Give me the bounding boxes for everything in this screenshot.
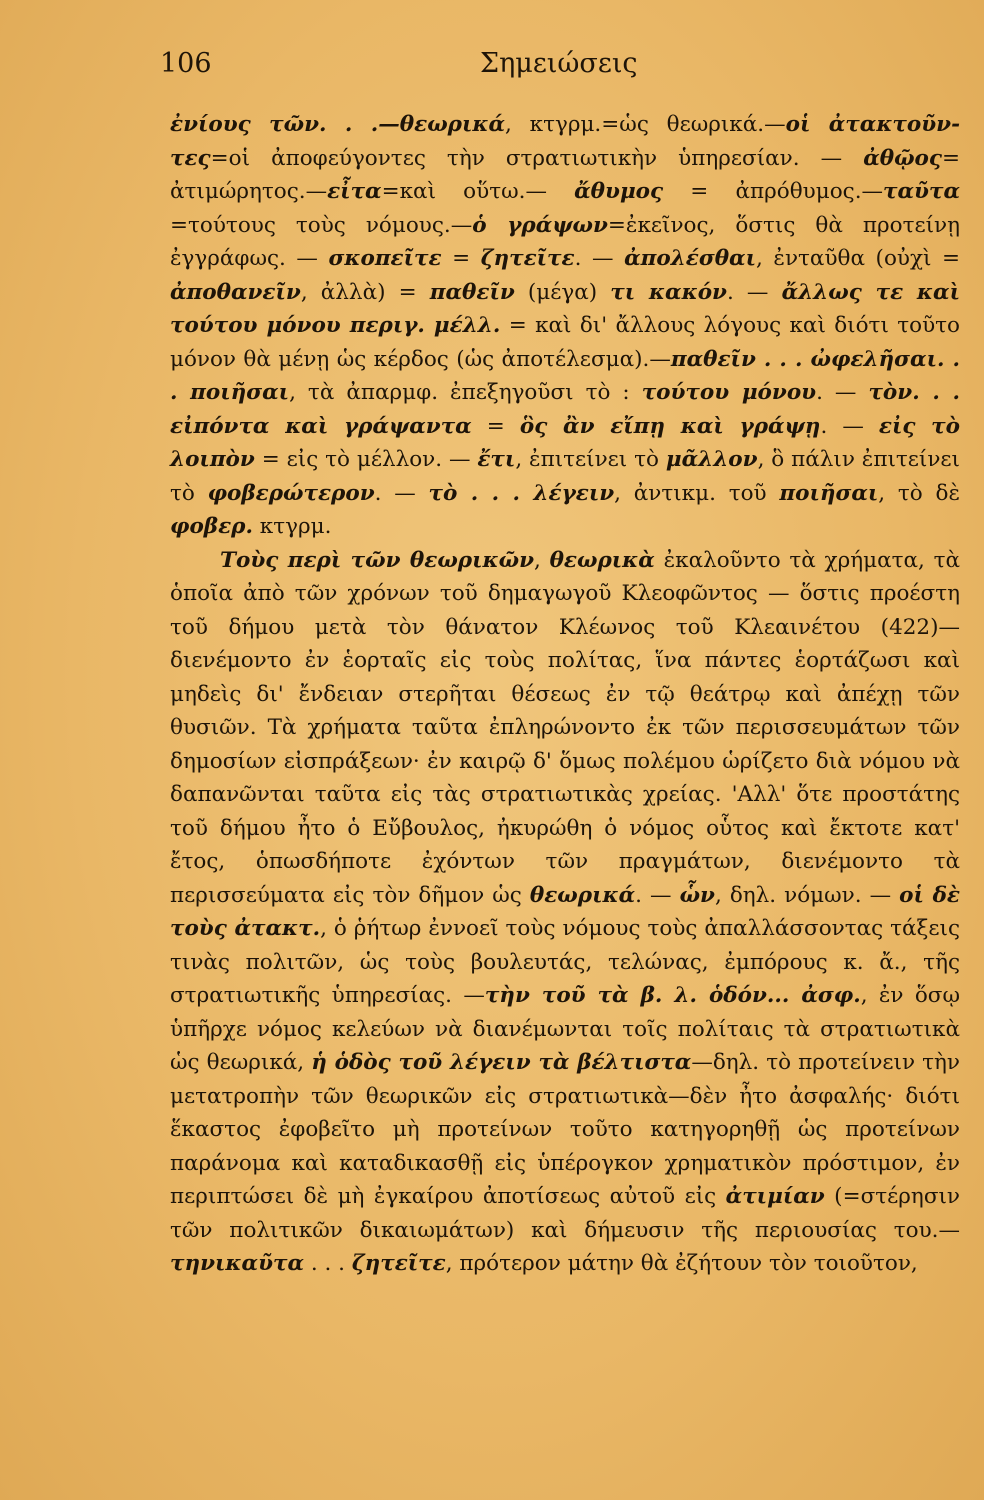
note-text: . — [820, 413, 879, 439]
note-text: . . . [304, 1251, 352, 1276]
note-text: , τὸ δὲ [878, 480, 960, 506]
lemma-term: ὁ γράψων [472, 212, 608, 238]
note-text: ἐκαλοῦντο τὰ χρήματα, τὰ ὁποῖα ἀπὸ τῶν χρόνων τοῦ δημαγωγοῦ Κλεοφῶντος — ὅστις προέστη τοῦ δήμου μετὰ τὸν θάνατον Κλέωνος τοῦ Κλεαινέτου (422)—διενέμοντο ἐν ἑορταῖς εἰς τοὺς πολίτας, ἵνα πάντες ἑορτάζωσι καὶ μηδεὶς δι' ἔνδειαν στερῆται θέσεως ἐν τῷ θεάτρῳ καὶ ἀπέχῃ τῶν θυσιῶν. Τὰ χρήματα ταῦτα ἐπληρώνοντο ἐκ τῶν περισσευμάτων τῶν δημοσίων εἰσπράξεων· ἐν καιρῷ δ' ὅμως πολέμου ὡρίζετο διὰ νόμου νὰ δαπανῶνται ταῦτα εἰς τὰς στρατιωτικὰς χρείας. 'Αλλ' ὅτε προστάτης τοῦ δήμου ἦτο ὁ Εὔβουλος, ἠκυρώθη ὁ νόμος οὗτος καὶ ἔκτοτε κατ' ἔτος, ὁπωσδήποτε ἐχόντων τῶν πραγμάτων, διενέμοντο τὰ περισσεύματα εἰς τὸν δῆμον ὡς [170, 547, 960, 908]
lemma-term: οἱ δὲ τοὺς ἀτακτ. [170, 882, 960, 941]
lemma-term: ζητεῖτε [351, 1251, 446, 1276]
page-number: 106 [160, 48, 212, 79]
note-text: , ἀλλὰ) = [300, 279, 430, 305]
note-text: , ἐπιτείνει τὸ [515, 447, 666, 472]
lemma-term: παθεῖν [429, 279, 515, 305]
note-text: =τούτους τοὺς νόμους.— [170, 212, 473, 238]
lemma-term: τηνικαῦτα [170, 1251, 305, 1276]
lemma-term: ὃς ἂν εἴπῃ καὶ γράψῃ [519, 413, 821, 439]
lemma-term: ἀπολέσθαι [624, 246, 757, 271]
note-text: = [471, 413, 520, 439]
note-text: , ἀντικμ. τοῦ [614, 480, 780, 506]
lemma-term: τι κακόν [610, 279, 727, 305]
lemma-term: τὸν. . . εἰπόντα καὶ γράψαντα [170, 380, 960, 439]
note-text: , κτγρμ.=ὡς θεωρικά.— [505, 112, 786, 137]
note-text: . — [726, 279, 782, 305]
lemma-term: ποιῆσαι [779, 480, 879, 506]
lemma-term: ἀποθανεῖν [170, 279, 301, 305]
lemma-term: μᾶλλον [665, 447, 758, 472]
lemma-term: ταῦτα [883, 179, 960, 204]
lemma-term: ἡ ὁδὸς τοῦ λέγειν τὰ βέλτιστα [311, 1050, 692, 1075]
note-text: , ὁ ῥήτωρ ἐννοεῖ τοὺς νόμους τοὺς ἀπαλλάσσοντας τάξεις τινὰς πολιτῶν, ὡς τοὺς βουλευτάς, τελώνας, ἐμπόρους κ. ἄ., τῆς στρατιωτικῆς ὑπηρεσίας. — [170, 916, 960, 1008]
note-text: , ὃ πάλιν ἐπιτείνει τὸ [170, 447, 960, 506]
notes-text [170, 108, 960, 1281]
note-text: , ἐνταῦθα (οὐχὶ = [756, 246, 961, 271]
lemma-term: ζητεῖτε [480, 246, 575, 271]
lemma-term: σκοπεῖτε [328, 246, 442, 271]
note-text: = ἀτιμώρητος.— [170, 145, 960, 204]
lemma-term: οἱ ἀτακτοῦν-τες [170, 112, 961, 171]
note-text: =οἱ ἀποφεύγοντες τὴν στρατιωτικὴν ὑπηρεσίαν. — [210, 145, 864, 171]
lemma-term: παθεῖν . . . ὠφελῆσαι. . . ποιῆσαι [170, 346, 960, 405]
note-text: =καὶ οὕτω.— [381, 179, 575, 204]
note-text: . — [816, 380, 869, 405]
running-title: Σημειώσεις [480, 48, 638, 79]
note-text: (μέγα) [514, 279, 611, 305]
note-text: , [534, 547, 550, 573]
note-text: , ἐν ὅσῳ ὑπῆρχε νόμος κελεύων νὰ διανέμωνται τοῖς πολίταις τὰ στρατιωτικὰ ὡς θεωρικά, [170, 983, 960, 1075]
note-paragraph [170, 108, 960, 544]
note-text: , τὰ ἀπαρμφ. ἐπεξηγοῦσι τὸ : [289, 380, 642, 405]
lemma-term: τὸ . . . λέγειν [428, 480, 615, 506]
note-text: = εἰς τὸ μέλλον. — [254, 447, 478, 472]
note-text: . — [374, 480, 429, 506]
note-text: . — [635, 882, 680, 908]
lemma-term: ἄλλως τε καὶ τούτου μόνου περιγ. μέλλ. [170, 279, 960, 338]
lemma-term: Τοὺς περὶ τῶν θεωρικῶν [220, 547, 534, 573]
lemma-term: ἔτι [477, 447, 516, 472]
lemma-term: θεωρικά [399, 112, 506, 137]
note-text: —δηλ. τὸ προτείνειν τὴν μετατροπὴν τῶν θεωρικῶν εἰς στρατιωτικὰ—δὲν ἦτο ἀσφαλής· διότι ἕκαστος ἐφοβεῖτο μὴ προτείνων τοῦτο κατηγορηθῇ ὡς προτείνων παράνομα καὶ καταδικασθῇ εἰς ὑπέρογκον χρηματικὸν πρόστιμον, ἐν περιπτώσει δὲ μὴ ἐγκαίρου ἀποτίσεως αὐτοῦ εἰς [170, 1050, 961, 1209]
note-paragraph [170, 544, 960, 1281]
note-text: . — [574, 246, 625, 271]
page-header [160, 48, 924, 88]
lemma-term: ἀθῷος [863, 145, 942, 171]
note-text: , πρότερον μάτην θὰ ἐζήτουν τὸν τοιοῦτον, [445, 1251, 918, 1276]
lemma-term: εἶτα [327, 179, 382, 204]
lemma-term: τὴν τοῦ τὰ β. λ. ὁδόν... ἀσφ. [484, 983, 861, 1008]
lemma-term: θεωρικὰ [549, 547, 655, 573]
lemma-term: φοβερ. [170, 514, 253, 539]
lemma-term: ἐνίους τῶν. . .— [170, 112, 400, 137]
lemma-term: τούτου μόνου [641, 380, 817, 405]
note-text: (=στέρησιν τῶν πολιτικῶν δικαιωμάτων) καὶ δήμευσιν τῆς περιουσίας του.— [170, 1184, 960, 1243]
lemma-term: ἀτιμίαν [725, 1184, 825, 1209]
lemma-term: ὧν [679, 882, 715, 908]
note-text: = ἀπρόθυμος.— [663, 179, 884, 204]
note-text: = καὶ δι' ἄλλους λόγους καὶ διότι τοῦτο μόνον θὰ μένῃ ὡς κέρδος (ὡς ἀποτέλεσμα).— [170, 313, 960, 372]
note-text: =ἐκεῖνος, ὅστις θὰ προτείνῃ ἐγγράφως. — [170, 212, 960, 271]
lemma-term: εἰς τὸ λοιπὸν [170, 413, 960, 472]
note-text: = [441, 246, 481, 271]
lemma-term: φοβερώτερον [207, 480, 375, 506]
lemma-term: θεωρικά [529, 882, 636, 908]
note-text: κτγρμ. [252, 514, 332, 539]
lemma-term: ἄθυμος [574, 179, 664, 204]
note-text: , δηλ. νόμων. — [714, 882, 900, 908]
